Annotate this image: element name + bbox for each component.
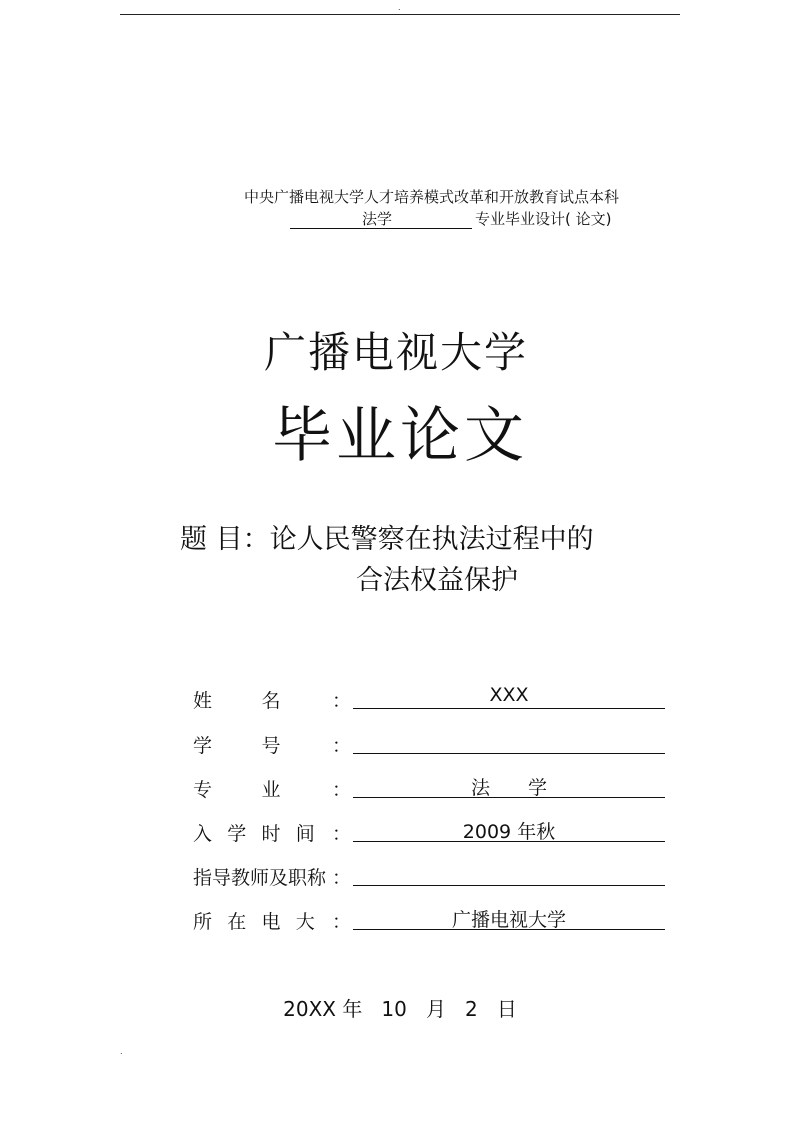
- info-label-char: 电: [261, 911, 281, 933]
- info-label-char: 业: [261, 779, 281, 801]
- info-label-char: 在: [227, 911, 247, 933]
- info-row: [193, 686, 668, 716]
- info-colon: ：: [331, 735, 351, 757]
- top-dot: .: [398, 3, 401, 12]
- info-label: [193, 731, 351, 758]
- info-value: 法 学: [470, 777, 547, 799]
- info-label-char: 学: [193, 735, 213, 757]
- info-label: [193, 863, 351, 890]
- info-value: 广播电视大学: [451, 909, 566, 931]
- university-title-text: 广播电视大学: [263, 328, 528, 377]
- thesis-title: 毕业论文: [272, 401, 528, 471]
- topic-text-line1: 论人民警察在执法过程中的: [269, 524, 594, 555]
- info-value: XXX: [489, 684, 529, 706]
- info-colon: ：: [331, 823, 351, 845]
- info-underline: [353, 885, 665, 886]
- info-value: 2009 年秋: [462, 821, 556, 843]
- topic-label: 题 目：: [180, 524, 270, 555]
- info-colon: ：: [331, 911, 351, 933]
- info-label-char: 专: [193, 779, 213, 801]
- info-label-char: 大: [295, 911, 315, 933]
- header-line2-suffix: 专业毕业设计( 论文): [475, 210, 612, 228]
- header-line1: 中央广播电视大学人才培养模式改革和开放教育试点本科: [244, 188, 620, 206]
- info-row: [193, 819, 668, 849]
- info-row: [193, 775, 668, 805]
- info-underline: [353, 753, 665, 754]
- info-underline: [353, 708, 665, 709]
- university-title: [0, 320, 800, 380]
- info-label: [193, 819, 351, 846]
- submission-date: 20XX 年 10 月 2 日: [283, 997, 517, 1021]
- info-label-char: 名: [261, 690, 281, 712]
- info-row: [193, 863, 668, 893]
- info-label-char: 入: [193, 823, 213, 845]
- info-label-char: 间: [295, 823, 315, 845]
- info-colon: ：: [331, 779, 351, 801]
- info-label-char: 姓: [193, 690, 213, 712]
- major-underline-right: [362, 208, 472, 229]
- info-label-char: 指导教师及职称: [193, 867, 327, 889]
- info-colon: ：: [331, 690, 351, 712]
- info-colon: ：: [331, 867, 351, 889]
- topic-text-line2: 合法权益保护: [356, 565, 518, 596]
- info-label-char: 所: [193, 911, 213, 933]
- info-label: [193, 686, 351, 713]
- header-line2: [290, 208, 611, 229]
- info-label-char: 学: [227, 823, 247, 845]
- bottom-dot: .: [120, 1047, 123, 1056]
- info-label: [193, 907, 351, 934]
- topic-line1: [180, 517, 594, 556]
- top-rule: [120, 14, 680, 15]
- info-label-char: 号: [261, 735, 281, 757]
- info-row: [193, 907, 668, 937]
- info-label-char: 时: [261, 823, 281, 845]
- info-row: [193, 731, 668, 761]
- major-value: 法学: [362, 210, 393, 228]
- info-label: [193, 775, 351, 802]
- major-underline-left: [290, 208, 362, 229]
